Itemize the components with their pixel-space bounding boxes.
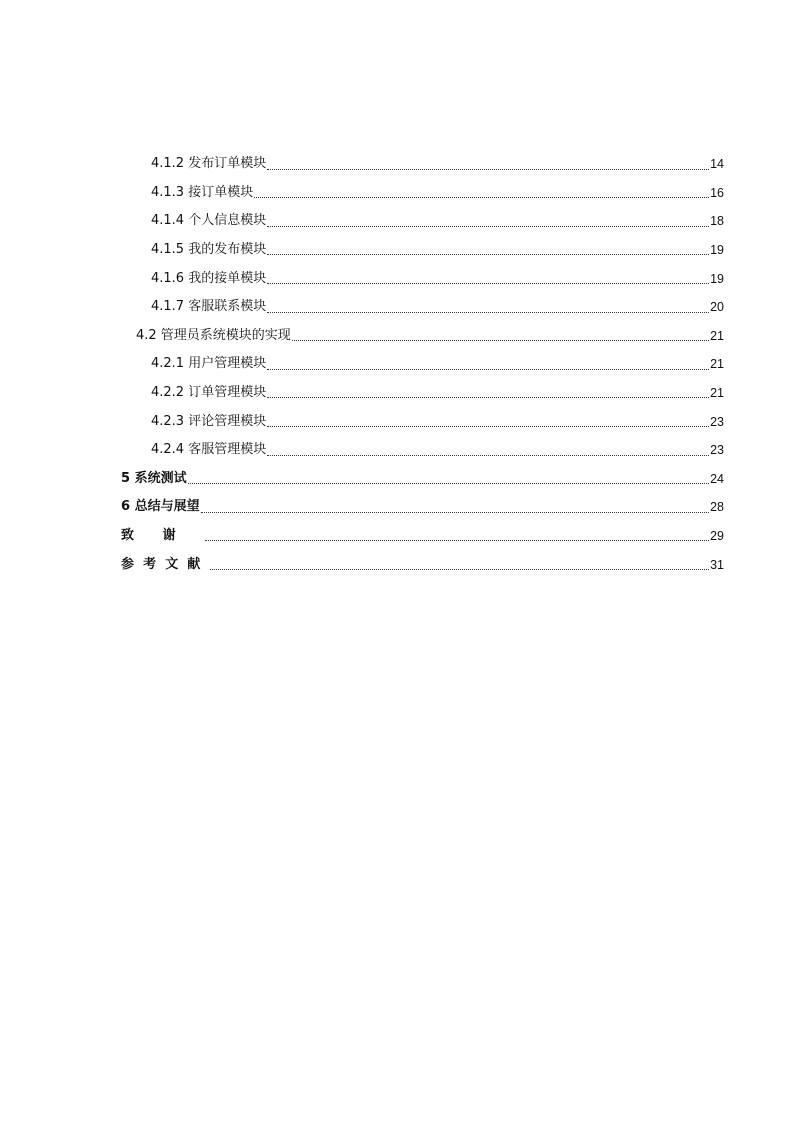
toc-dot-leader xyxy=(267,397,709,398)
toc-entry-title: 4.2.3 评论管理模块 xyxy=(151,413,267,429)
toc-entry-4-2-1[interactable] xyxy=(0,350,793,379)
toc-entry-title: 4.1.4 个人信息模块 xyxy=(151,213,267,229)
toc-dot-leader xyxy=(205,540,709,541)
toc-entry-4-2[interactable] xyxy=(0,322,793,351)
table-of-contents xyxy=(0,150,793,579)
toc-entry-title: 4.2.4 客服管理模块 xyxy=(151,442,267,458)
toc-entry-4-2-2[interactable] xyxy=(0,379,793,408)
toc-page-number: 20 xyxy=(710,300,724,315)
toc-page-number: 31 xyxy=(710,557,724,572)
toc-dot-leader xyxy=(267,283,709,284)
toc-page-number: 21 xyxy=(710,328,724,343)
toc-entry-title: 致谢 xyxy=(121,528,205,544)
toc-dot-leader xyxy=(267,169,709,170)
toc-dot-leader xyxy=(254,197,709,198)
toc-entry-6[interactable] xyxy=(0,493,793,522)
toc-page-number: 28 xyxy=(710,500,724,515)
toc-entry-4-2-4[interactable] xyxy=(0,436,793,465)
toc-entry-title: 4.2.1 用户管理模块 xyxy=(151,356,267,372)
toc-entry-title: 5 系统测试 xyxy=(121,470,187,486)
toc-entry-4-1-7[interactable] xyxy=(0,293,793,322)
toc-entry-references[interactable] xyxy=(0,550,793,579)
toc-dot-leader xyxy=(267,455,709,456)
toc-entry-title: 4.1.6 我的接单模块 xyxy=(151,270,267,286)
toc-entry-4-1-5[interactable] xyxy=(0,236,793,265)
toc-dot-leader xyxy=(267,226,709,227)
toc-page-number: 24 xyxy=(710,471,724,486)
toc-page-number: 18 xyxy=(710,214,724,229)
toc-dot-leader xyxy=(267,254,709,255)
toc-entry-title: 4.1.2 发布订单模块 xyxy=(151,156,267,172)
toc-entry-4-1-6[interactable] xyxy=(0,264,793,293)
toc-page-number: 23 xyxy=(710,414,724,429)
toc-page-number: 21 xyxy=(710,386,724,401)
toc-entry-4-1-4[interactable] xyxy=(0,207,793,236)
toc-page-number: 19 xyxy=(710,271,724,286)
toc-page-number: 29 xyxy=(710,529,724,544)
toc-dot-leader xyxy=(267,312,709,313)
toc-entry-4-1-2[interactable] xyxy=(0,150,793,179)
toc-entry-4-1-3[interactable] xyxy=(0,179,793,208)
toc-entry-title: 参考文献 xyxy=(121,556,210,572)
toc-page-number: 23 xyxy=(710,443,724,458)
toc-entry-5[interactable] xyxy=(0,465,793,494)
toc-entry-title: 4.2 管理员系统模块的实现 xyxy=(136,327,291,343)
toc-entry-4-2-3[interactable] xyxy=(0,407,793,436)
toc-dot-leader xyxy=(210,569,709,570)
toc-entry-title: 4.1.7 客服联系模块 xyxy=(151,299,267,315)
toc-dot-leader xyxy=(201,512,710,513)
toc-entry-acknowledgements[interactable] xyxy=(0,522,793,551)
toc-entry-title: 4.2.2 订单管理模块 xyxy=(151,385,267,401)
toc-page-number: 19 xyxy=(710,243,724,258)
toc-page-number: 16 xyxy=(710,185,724,200)
toc-page-number: 21 xyxy=(710,357,724,372)
toc-dot-leader xyxy=(292,340,709,341)
toc-dot-leader xyxy=(267,426,709,427)
toc-entry-title: 6 总结与展望 xyxy=(121,499,200,515)
toc-entry-title: 4.1.5 我的发布模块 xyxy=(151,242,267,258)
toc-page-number: 14 xyxy=(710,157,724,172)
toc-dot-leader xyxy=(267,369,709,370)
toc-entry-title: 4.1.3 接订单模块 xyxy=(151,184,254,200)
toc-dot-leader xyxy=(188,483,710,484)
